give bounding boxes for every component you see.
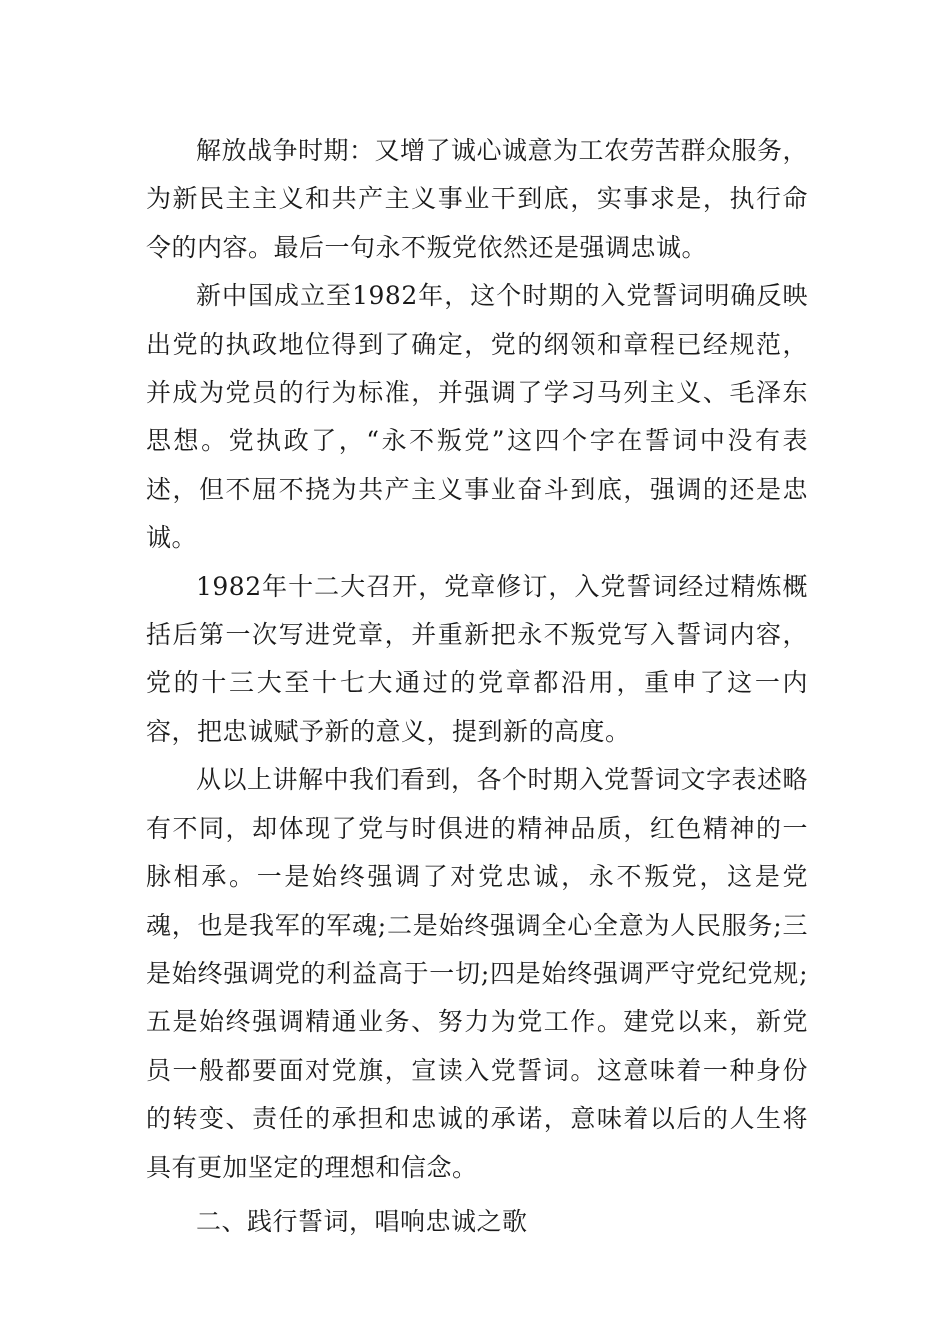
paragraph-summary: 从以上讲解中我们看到，各个时期入党誓词文字表述略有不同，却体现了党与时俱进的精神品质，红色精神的一脉相承。一是始终强调了对党忠诚，永不叛党，这是党魂，也是我军的军魂;二是始终强调全心全意为人民服务;三是始终强调党的利益高于一切;四是始终强调严守党纪党规;五是始终强调精通业务、努力为党工作。建党以来，新党员一般都要面对党旗，宣读入党誓词。这意味着一种身份的转变、责任的承担和忠诚的承诺，意味着以后的人生将具有更加坚定的理想和信念。 — [146, 765, 809, 1182]
paragraph-twelfth-congress: 1982年十二大召开，党章修订，入党誓词经过精炼概括后第一次写进党章，并重新把永不叛党写入誓词内容，党的十三大至十七大通过的党章都沿用，重申了这一内容，把忠诚赋予新的意义，提到新的高度。 — [146, 571, 808, 746]
section-heading: 二、践行誓词，唱响忠诚之歌 — [196, 1206, 528, 1236]
paragraph-new-china-to-1982: 新中国成立至1982年，这个时期的入党誓词明确反映出党的执政地位得到了确定，党的纲领和章程已经规范，并成为党员的行为标准，并强调了学习马列主义、毛泽东思想。党执政了，“永不叛党”这四个字在誓词中没有表述，但不屈不挠为共产主义事业奋斗到底，强调的还是忠诚。 — [146, 281, 808, 553]
paragraph-liberation-war: 解放战争时期：又增了诚心诚意为工农劳苦群众服务，为新民主主义和共产主义事业干到底，实事求是，执行命令的内容。最后一句永不叛党依然还是强调忠诚。 — [146, 136, 809, 262]
document-body — [146, 127, 808, 1246]
